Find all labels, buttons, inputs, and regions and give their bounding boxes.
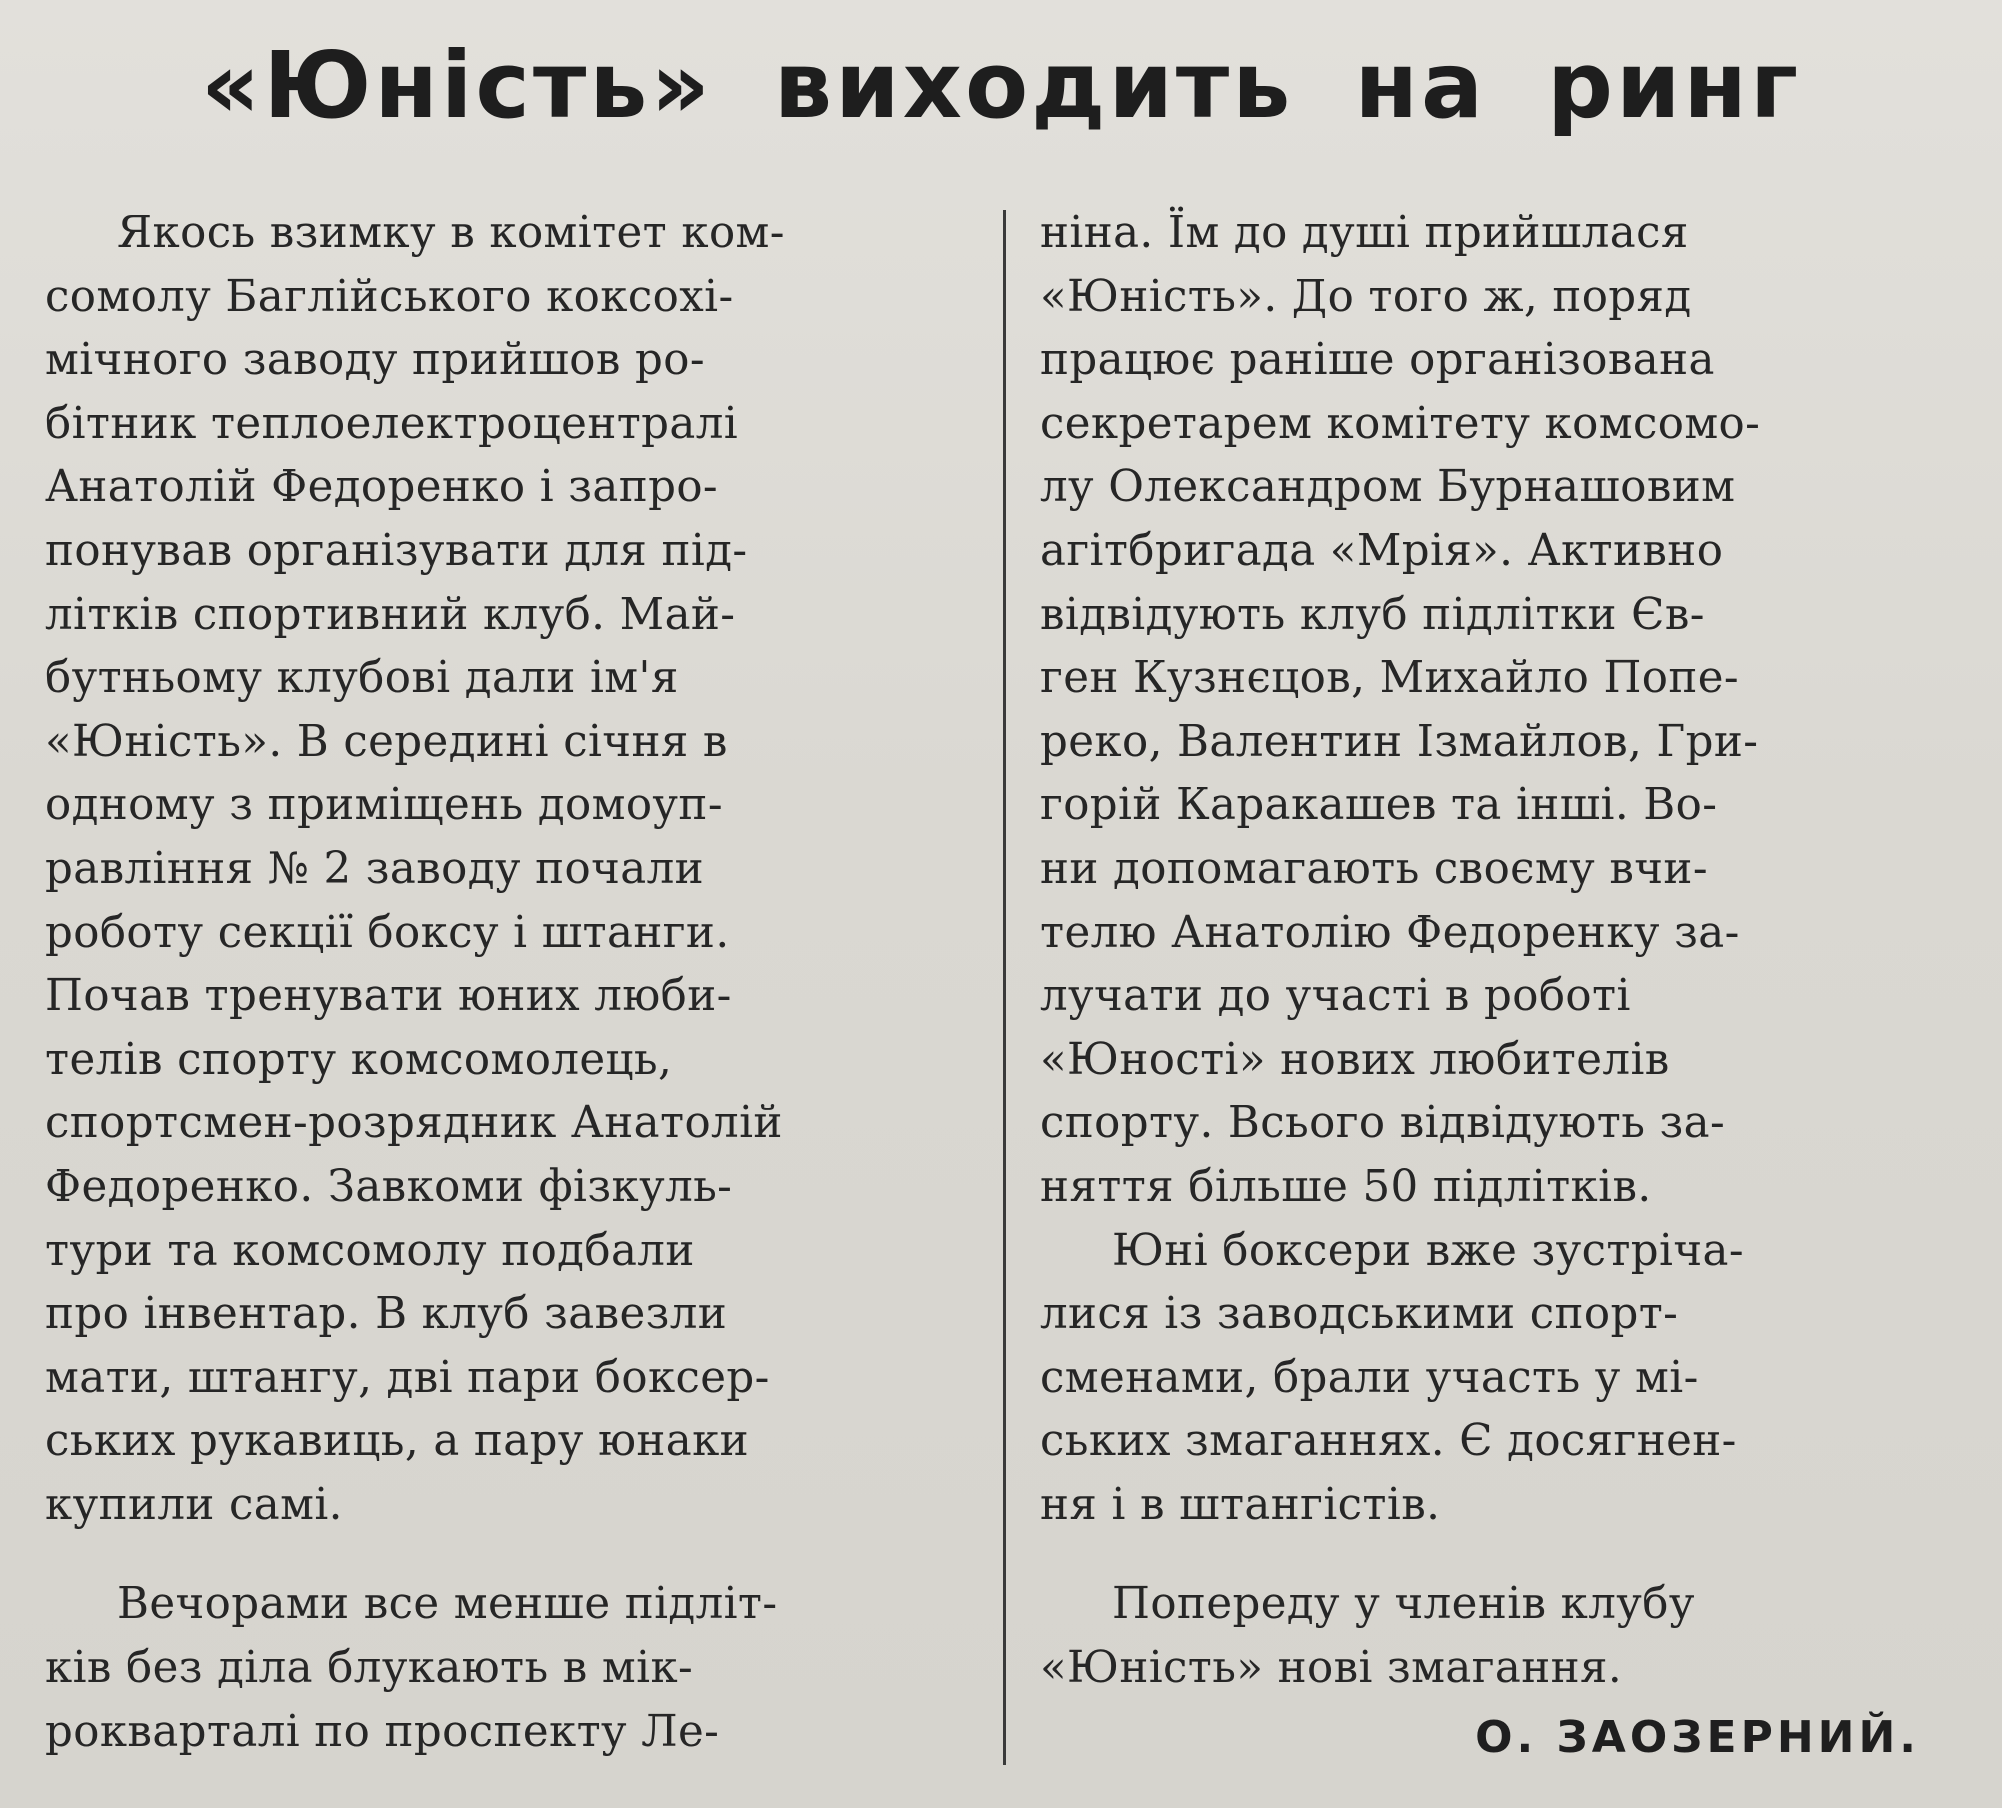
article-column-left [45, 202, 975, 1764]
article-paragraph [1040, 1220, 1975, 1538]
text-line: тури та комсомолу подбали [45, 1225, 695, 1276]
text-line: агітбригада «Мрія». Активно [1040, 525, 1724, 576]
text-line: літків спортивний клуб. Май- [45, 589, 736, 640]
text-line: понував організувати для під- [45, 525, 748, 576]
text-line: сомолу Баглійського коксохі- [45, 271, 734, 322]
text-line: мічного заводу прийшов ро- [45, 335, 705, 386]
text-line: телів спорту комсомолець, [45, 1034, 673, 1085]
text-line: равління № 2 заводу почали [45, 843, 705, 894]
text-line: бутньому клубові дали ім'я [45, 653, 679, 704]
article-paragraph [1040, 202, 1975, 1220]
text-line: ських рукавиць, а пару юнаки [45, 1416, 750, 1467]
text-line: відвідують клуб підлітки Єв- [1040, 589, 1705, 640]
text-line: рокварталі по проспекту Ле- [45, 1706, 720, 1757]
text-line: ків без діла блукають в мік- [45, 1643, 694, 1694]
text-line: «Юності» нових любителів [1040, 1034, 1670, 1085]
text-line: мати, штангу, дві пари боксер- [45, 1352, 770, 1403]
text-line: роботу секції боксу і штанги. [45, 907, 730, 958]
paragraph-gap [1040, 1537, 1975, 1573]
text-line: «Юність». До того ж, поряд [1040, 271, 1692, 322]
text-line: сменами, брали участь у мі- [1040, 1352, 1699, 1403]
text-line: Якось взимку в комітет ком- [117, 208, 785, 258]
text-line: лу Олександром Бурнашовим [1040, 462, 1736, 513]
text-line: секретарем комітету комсомо- [1040, 398, 1761, 449]
text-line: «Юність» нові змагання. [1040, 1643, 1623, 1694]
text-line: працює раніше організована [1040, 335, 1715, 386]
text-line: ніна. Їм до душі прийшлася [1040, 208, 1689, 258]
text-line: спорту. Всього відвідують за- [1040, 1098, 1726, 1149]
article-headline: «Юність» виходить на ринг [200, 32, 1802, 139]
text-line: Федоренко. Завкоми фізкуль- [45, 1161, 733, 1212]
text-line: про інвентар. В клуб завезли [45, 1289, 728, 1340]
author-signature: О. ЗАОЗЕРНИЙ. [1475, 1712, 1920, 1763]
text-line: Попереду у членів клубу [1112, 1579, 1695, 1630]
text-line: няття більше 50 підлітків. [1040, 1161, 1652, 1212]
article-paragraph [45, 202, 975, 1537]
text-line: одному з приміщень домоуп- [45, 780, 723, 831]
text-line: бітник теплоелектроцентралі [45, 398, 739, 449]
text-line: Анатолій Федоренко і запро- [45, 462, 719, 513]
text-line: реко, Валентин Ізмайлов, Гри- [1040, 716, 1759, 767]
article-paragraph [1040, 1573, 1975, 1700]
text-line: Вечорами все менше підліт- [117, 1579, 778, 1630]
article-column-right [1040, 202, 1975, 1701]
paragraph-gap [45, 1537, 975, 1573]
article-paragraph [45, 1573, 975, 1764]
text-line: ня і в штангістів. [1040, 1479, 1441, 1530]
text-line: Почав тренувати юних люби- [45, 971, 732, 1022]
text-line: горій Каракашев та інші. Во- [1040, 780, 1718, 831]
text-line: ген Кузнєцов, Михайло Попе- [1040, 653, 1740, 704]
text-line: телю Анатолію Федоренку за- [1040, 907, 1740, 958]
text-line: купили самі. [45, 1479, 343, 1530]
text-line: лучати до участі в роботі [1040, 971, 1631, 1022]
text-line: ських змаганнях. Є досягнен- [1040, 1416, 1737, 1467]
text-line: Юні боксери вже зустріча- [1112, 1225, 1744, 1276]
text-line: «Юність». В середині січня в [45, 716, 728, 767]
text-line: ни допомагають своєму вчи- [1040, 843, 1708, 894]
text-line: лися із заводськими спорт- [1040, 1289, 1679, 1340]
column-divider [1003, 210, 1006, 1765]
text-line: спортсмен-розрядник Анатолій [45, 1098, 783, 1149]
